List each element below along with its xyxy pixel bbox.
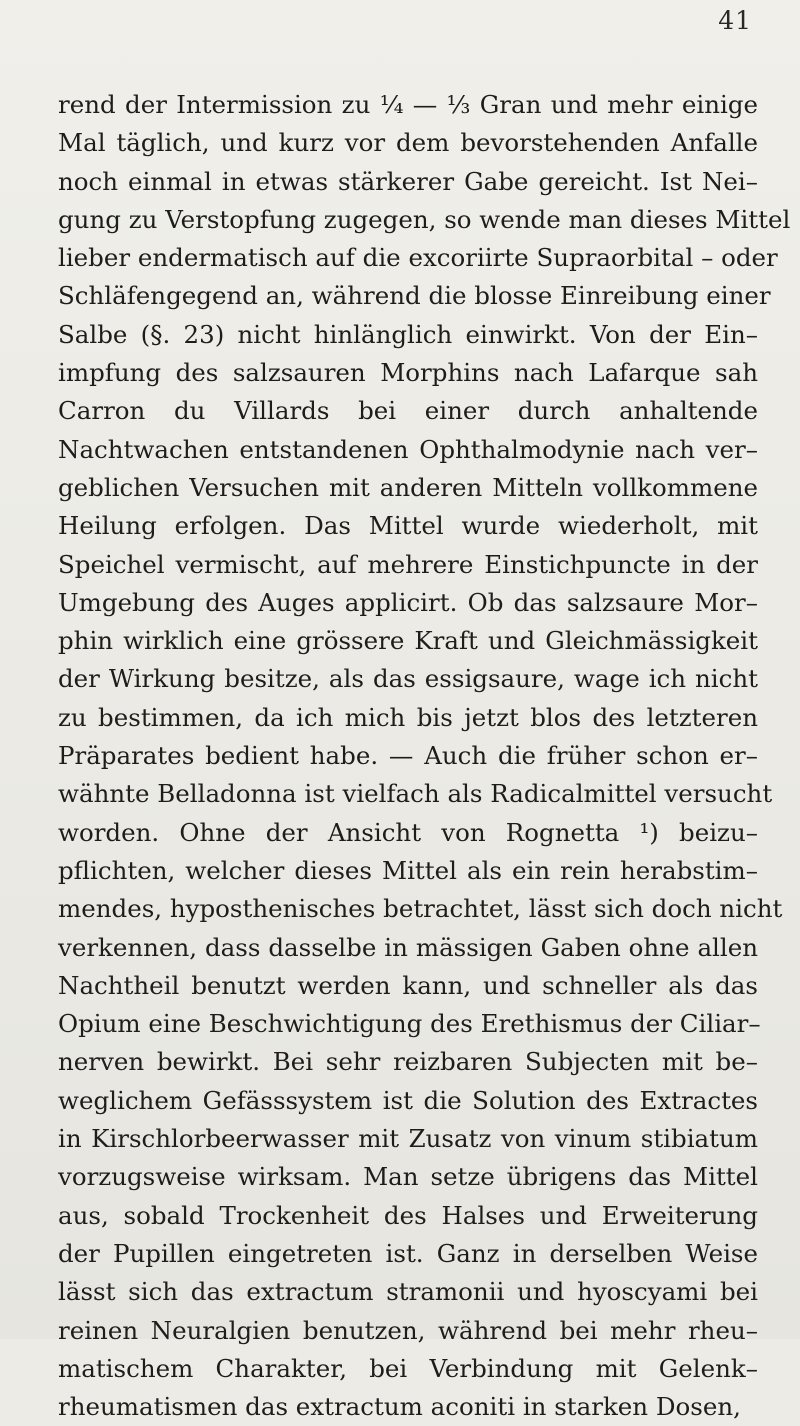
text-line: in Kirschlorbeerwasser mit Zusatz von vinum stibiatum: [58, 1124, 758, 1154]
text-line: Heilung erfolgen. Das Mittel wurde wiederholt, mit: [58, 511, 758, 541]
text-line: geblichen Versuchen mit anderen Mitteln vollkommene: [58, 472, 758, 502]
text-line: der Wirkung besitze, als das essigsaure, wage ich nicht: [58, 664, 758, 694]
text-line: Salbe (§. 23) nicht hinlänglich einwirkt. Von der Ein–: [58, 319, 758, 349]
text-line: weglichem Gefässsystem ist die Solution des Extractes: [58, 1085, 758, 1115]
text-line: lieber endermatisch auf die excoriirte Supraorbital – oder: [58, 243, 778, 273]
text-line: mendes, hyposthenisches betrachtet, lässt sich doch nicht: [58, 894, 783, 924]
text-line: phin wirklich eine grössere Kraft und Gleichmässigkeit: [58, 626, 758, 656]
text-line: wähnte Belladonna ist vielfach als Radicalmittel versucht: [58, 779, 773, 809]
text-line: der Pupillen eingetreten ist. Ganz in derselben Weise: [58, 1238, 758, 1268]
text-line: rend der Intermission zu ¼ — ⅓ Gran und mehr einige: [58, 90, 758, 119]
text-line: gung zu Verstopfung zugegen, so wende man dieses Mittel: [58, 204, 791, 234]
text-line: noch einmal in etwas stärkerer Gabe gereicht. Ist Nei–: [58, 166, 758, 196]
text-line: Umgebung des Auges applicirt. Ob das salzsaure Mor–: [58, 587, 758, 617]
text-line: reinen Neuralgien benutzen, während bei mehr rheu–: [58, 1315, 758, 1345]
text-line: rheumatismen das extractum aconiti in starken Dosen,: [58, 1392, 741, 1422]
text-line: Mal täglich, und kurz vor dem bevorstehenden Anfalle: [58, 128, 758, 158]
text-line: worden. Ohne der Ansicht von Rognetta ¹) beizu–: [58, 817, 758, 847]
text-line: Carron du Villards bei einer durch anhaltende: [58, 396, 758, 426]
text-line: vorzugsweise wirksam. Man setze übrigens das Mittel: [58, 1162, 758, 1192]
text-line: verkennen, dass dasselbe in mässigen Gaben ohne allen: [58, 932, 758, 962]
text-line: Opium eine Beschwichtigung des Erethismus der Ciliar–: [58, 1009, 761, 1039]
text-line: impfung des salzsauren Morphins nach Lafarque sah: [58, 358, 758, 388]
body-text: [58, 86, 791, 1426]
text-line: zu bestimmen, da ich mich bis jetzt blos des letzteren: [58, 702, 758, 732]
text-line: aus, sobald Trockenheit des Halses und Erweiterung: [58, 1200, 758, 1230]
text-line: pflichten, welcher dieses Mittel als ein rein herabstim–: [58, 855, 758, 885]
text-line: lässt sich das extractum stramonii und hyoscyami bei: [58, 1277, 758, 1307]
text-line: nerven bewirkt. Bei sehr reizbaren Subjecten mit be–: [58, 1047, 758, 1077]
text-line: matischem Charakter, bei Verbindung mit Gelenk–: [58, 1353, 758, 1383]
text-line: Speichel vermischt, auf mehrere Einstichpuncte in der: [58, 549, 758, 579]
text-line: Präparates bedient habe. — Auch die früher schon er–: [58, 741, 758, 771]
text-line: Schläfengegend an, während die blosse Einreibung einer: [58, 281, 771, 311]
page-number: 41: [718, 6, 752, 35]
text-line: Nachtwachen entstandenen Ophthalmodynie nach ver–: [58, 434, 758, 464]
text-line: Nachtheil benutzt werden kann, und schneller als das: [58, 970, 758, 1000]
